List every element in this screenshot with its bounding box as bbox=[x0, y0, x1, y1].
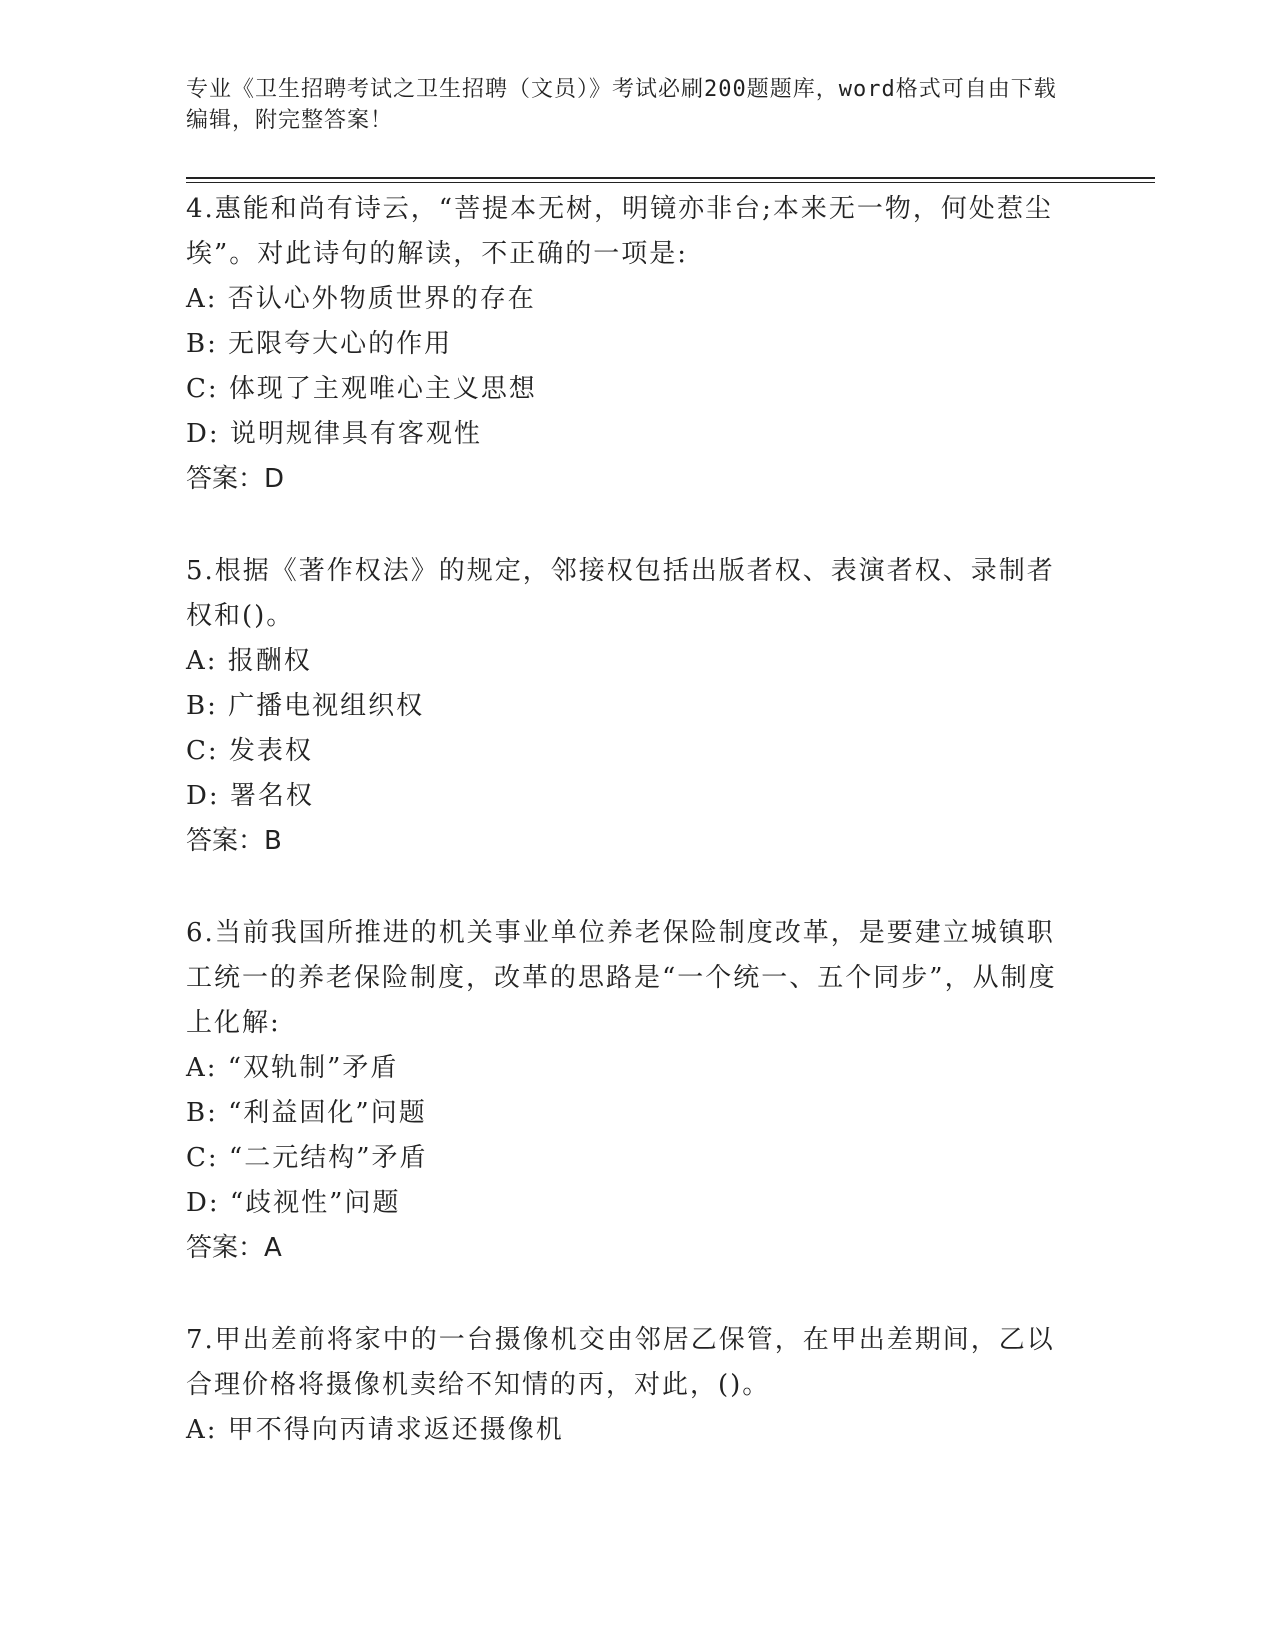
option-a: A: 甲不得向丙请求返还摄像机 bbox=[186, 1415, 564, 1445]
option-a: A: 报酬权 bbox=[186, 646, 312, 676]
header-divider-thin bbox=[186, 182, 1155, 183]
option-c: C: 体现了主观唯心主义思想 bbox=[186, 374, 537, 404]
option-c: C: 发表权 bbox=[186, 736, 313, 766]
answer: 答案：B bbox=[186, 826, 282, 856]
question-text: 7.甲出差前将家中的一台摄像机交由邻居乙保管，在甲出差期间，乙以合理价格将摄像机卖给不知情的丙，对此，()。 bbox=[186, 1325, 1055, 1400]
document-intro: 专业《卫生招聘考试之卫生招聘（文员）》考试必刷200题题库，word格式可自由下载编辑，附完整答案！ bbox=[186, 77, 1057, 133]
question-text: 4.惠能和尚有诗云，“菩提本无树，明镜亦非台;本来无一物，何处惹尘埃”。对此诗句的解读，不正确的一项是: bbox=[186, 194, 1053, 269]
question-6 bbox=[186, 911, 1066, 1271]
option-b: B: 无限夸大心的作用 bbox=[186, 329, 453, 359]
option-d: D: “歧视性”问题 bbox=[186, 1188, 401, 1218]
option-a: A: “双轨制”矛盾 bbox=[186, 1053, 399, 1083]
answer: 答案：A bbox=[186, 1233, 282, 1263]
option-b: B: 广播电视组织权 bbox=[186, 691, 425, 721]
question-7 bbox=[186, 1318, 1066, 1453]
option-d: D: 署名权 bbox=[186, 781, 314, 811]
question-text: 5.根据《著作权法》的规定，邻接权包括出版者权、表演者权、录制者权和()。 bbox=[186, 556, 1055, 631]
question-text: 6.当前我国所推进的机关事业单位养老保险制度改革，是要建立城镇职工统一的养老保险制度，改革的思路是“一个统一、五个同步”，从制度上化解: bbox=[186, 918, 1057, 1038]
answer: 答案：D bbox=[186, 464, 285, 494]
option-b: B: “利益固化”问题 bbox=[186, 1098, 427, 1128]
header-divider bbox=[186, 177, 1155, 179]
option-a: A: 否认心外物质世界的存在 bbox=[186, 284, 536, 314]
option-c: C: “二元结构”矛盾 bbox=[186, 1143, 428, 1173]
question-4 bbox=[186, 187, 1066, 502]
question-5 bbox=[186, 549, 1066, 864]
option-d: D: 说明规律具有客观性 bbox=[186, 419, 482, 449]
